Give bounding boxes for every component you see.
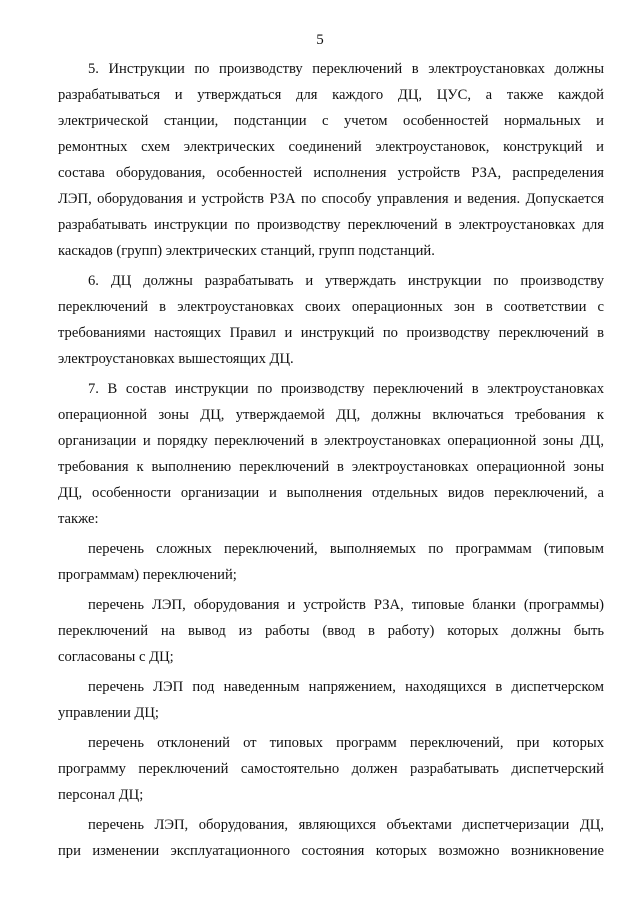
text-line: перечень сложных переключений, выполняемых по программам (типовым — [88, 541, 604, 557]
text-line: программу переключений самостоятельно должен разрабатывать диспетчерский — [58, 761, 604, 777]
text-line: организации и порядку переключений в электроустановках операционной зоны ДЦ, — [58, 433, 604, 449]
text-line: перечень ЛЭП, оборудования и устройств РЗА, типовые бланки (программы) — [88, 597, 604, 613]
text-line: электроустановках вышестоящих ДЦ. — [58, 351, 294, 367]
text-line: 6. ДЦ должны разрабатывать и утверждать инструкции по производству — [88, 273, 604, 289]
text-line: перечень ЛЭП под наведенным напряжением, находящихся в диспетчерском — [88, 679, 604, 695]
text-line: также: — [58, 511, 99, 527]
text-line: операционной зоны ДЦ, утверждаемой ДЦ, должны включаться требования к — [58, 407, 604, 423]
text-line: требования к выполнению переключений в электроустановках операционной зоны — [58, 459, 604, 475]
text-line: при изменении эксплуатационного состояния которых возможно возникновение — [58, 843, 604, 859]
text-line: переключений в электроустановках своих операционных зон в соответствии с — [58, 299, 604, 315]
text-line: управлении ДЦ; — [58, 705, 159, 721]
text-line: переключений на вывод из работы (ввод в работу) которых должны быть — [58, 623, 604, 639]
page-number: 5 — [316, 32, 324, 48]
text-line: каскадов (групп) электрических станций, групп подстанций. — [58, 243, 435, 259]
text-line: персонал ДЦ; — [58, 787, 144, 803]
text-line: ремонтных схем электрических соединений электроустановок, конструкций и — [58, 139, 604, 155]
text-line: 5. Инструкции по производству переключений в электроустановках должны — [88, 61, 604, 77]
text-line: состава оборудования, особенностей исполнения устройств РЗА, распределения — [58, 165, 604, 181]
text-line: 7. В состав инструкции по производству переключений в электроустановках — [88, 381, 604, 397]
text-line: требованиями настоящих Правил и инструкций по производству переключений в — [58, 325, 604, 341]
text-line: программам) переключений; — [58, 567, 237, 583]
text-line: разрабатывать инструкции по производству переключений в электроустановках для — [58, 217, 604, 233]
text-line: разрабатываться и утверждаться для каждого ДЦ, ЦУС, а также каждой — [58, 87, 604, 103]
text-line: электрической станции, подстанции с учетом особенностей нормальных и — [58, 113, 604, 129]
text-line: согласованы с ДЦ; — [58, 649, 174, 665]
text-line: ДЦ, особенности организации и выполнения отдельных видов переключений, а — [58, 485, 604, 501]
text-line: перечень ЛЭП, оборудования, являющихся объектами диспетчеризации ДЦ, — [88, 817, 604, 833]
text-line: перечень отклонений от типовых программ переключений, при которых — [88, 735, 604, 751]
text-line: ЛЭП, оборудования и устройств РЗА по способу управления и ведения. Допускается — [58, 191, 604, 207]
document-body — [58, 56, 604, 864]
